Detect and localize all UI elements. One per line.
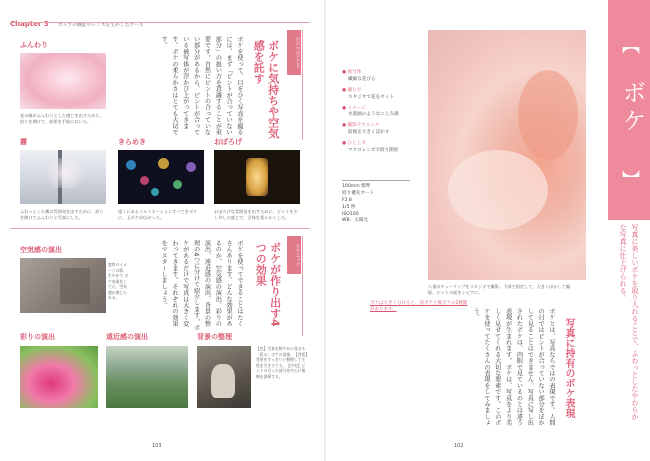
photo-kiri xyxy=(20,150,106,204)
photo-enkin xyxy=(106,346,188,408)
setting-label: ひと工夫 xyxy=(347,141,366,147)
body-text-1: ボケを使って、目をひく写真を撮るには、まず「ピントが合っていない部分」の扱い方を意識することが重要です。自然にピントの合っていない部分があるから、ピントが合っている被写体が浮かび上がってきます。ボケの柔らかさはとても大切です。 xyxy=(160,36,243,136)
setting-value: マクロレンズで絞り開放 xyxy=(348,148,399,154)
setting-label: 被写体 xyxy=(347,70,362,75)
photo-irodori xyxy=(20,346,98,408)
caption-oborogesu: おぼろげな雰囲気を出すために、ピントを少し外した感じで、全体を柔らかくした。 xyxy=(214,209,298,221)
settings-list: ● 被写体 繊細な花びら ● 撮り方 スタジオで花をセット ● イメージ 水墨画のようなにじみ感 ● 撮影テクニック 前後を大きくぼかす ● ひと工夫 マクロレンズで絞り開放 xyxy=(342,70,410,159)
setting-label: 撮り方 xyxy=(347,87,362,93)
setting-label: 撮影テクニック xyxy=(347,123,380,129)
section-heading: 写真に持有のボケ表現 xyxy=(563,318,574,418)
title-bracket-open: 【 xyxy=(619,36,640,54)
caption-kiri: ふわっとした霧の雰囲気を出すために、絞りを開けてふんわりと写真にした。 xyxy=(20,209,104,221)
setting-value: 繊細な花びら xyxy=(348,76,376,82)
spec-item: ISO100 xyxy=(342,211,359,217)
caption-kuuki: 窓枠のイメージの影、生やかで ボケ表現をしてた。空気感が感じられる。 xyxy=(108,262,129,300)
photo-caption: 八重のチューリップをスタジオで撮影。下部で固定して、大きくぼかして撮影。ピントの面をシビアに。 xyxy=(428,284,571,296)
page-subtitle: 写真に美しいボケを取り入れることで、ふわっとしたやわらかな写真に仕上げられる。 xyxy=(619,224,639,420)
title-bar xyxy=(608,0,650,220)
photo-fuwari xyxy=(20,53,106,109)
setting-value: 前後を大きくぼかす xyxy=(348,130,390,136)
section-label-kirameki: きらめき xyxy=(118,138,146,146)
spec-item: 1/5 秒 xyxy=(342,204,356,210)
right-page xyxy=(326,0,650,461)
title-bracket-close: 】 xyxy=(619,170,640,188)
page-number-right: 102 xyxy=(454,443,464,449)
tag-mokushou: 目のつけどころ xyxy=(287,30,301,75)
section-label-haikei: 背景の整理 xyxy=(197,333,232,341)
tag-technique: テクニック xyxy=(287,236,301,274)
heading-1: ボケに気持ちや空気感を託す xyxy=(252,40,280,139)
chapter-header xyxy=(10,11,210,28)
photo-kirameki xyxy=(118,150,204,204)
left-page xyxy=(0,0,324,461)
photo-oborogesu xyxy=(214,150,300,204)
section-label-fuwari: ふんわり xyxy=(20,41,48,49)
section-label-irodori: 彩りの演出 xyxy=(20,333,55,341)
spec-item: WB：太陽光 xyxy=(342,218,369,224)
section-label-enkin: 遠近感の演出 xyxy=(106,333,148,341)
spec-list xyxy=(342,180,410,225)
spec-item: F2.8 xyxy=(342,197,352,203)
photo-haikei xyxy=(197,346,251,408)
spec-item: 絞り優先オート xyxy=(342,190,375,196)
section-label-kuuki: 空気感の演出 xyxy=(20,246,62,254)
setting-value: 水墨画のようなにじみ感 xyxy=(348,112,399,118)
section-label-kiri: 霧 xyxy=(20,138,27,146)
caption-kirameki: 遠くにあるイルミネーションすべてをボケに。玉ボケが広がった。 xyxy=(118,209,198,221)
chapter-label: Chapter 3 xyxy=(10,20,49,28)
caption-fuwari: 花の縁がふんわりとした感じを出すために、絞りを開けて、前景を手前においた。 xyxy=(20,113,104,125)
page-title: ボケ xyxy=(618,80,646,136)
main-photo xyxy=(428,30,586,280)
setting-label: イメージ xyxy=(347,105,366,111)
chapter-subtitle: カメラの機能やレンズを生かしたケース xyxy=(57,23,144,28)
heading-2: ボケが作り出す4つの効果 xyxy=(254,242,282,327)
section-label-oborogesu: おぼろげ xyxy=(214,138,242,146)
note-text: 【色】写真を鮮やかに見せる「彩る」ボケの効果。【背景】背景をすっきりと整理して主役を引き立てる。【中央】ピントの合った部分を中心に視線を誘導する。 xyxy=(256,346,308,379)
spec-item: 100mm 標準 xyxy=(342,184,371,189)
page-number-left: 103 xyxy=(152,443,162,449)
body-text-2: ボケを使ってできることはたくさんあります。どんな効果があるのか、空気感の演出、彩りの演出、遠近感の演出、背景の整理の4つに分けて紹介します。ボケがあるだけで写真は大きく変わってきます。それぞれの効果をマスターしましょう。 xyxy=(160,240,243,331)
highlight-text: ボケは大きく分けると、前ボケと後ボケの2種類があります。 xyxy=(370,301,468,312)
body-text: ボケとは、写真ならではの表現です。人間の目ではピントが合っていない部分をぼかして見ることはできません。写真に写し出されたボケは、肉眼で見ているのとは違う表現が生まれます。ボケは、写真をより美しく見せてくれる大切な要素です。このボケを使ってたくさんの表現をしてみましょう。 xyxy=(472,308,555,426)
setting-value: スタジオで花をセット xyxy=(348,94,394,100)
photo-kuuki xyxy=(20,258,106,313)
